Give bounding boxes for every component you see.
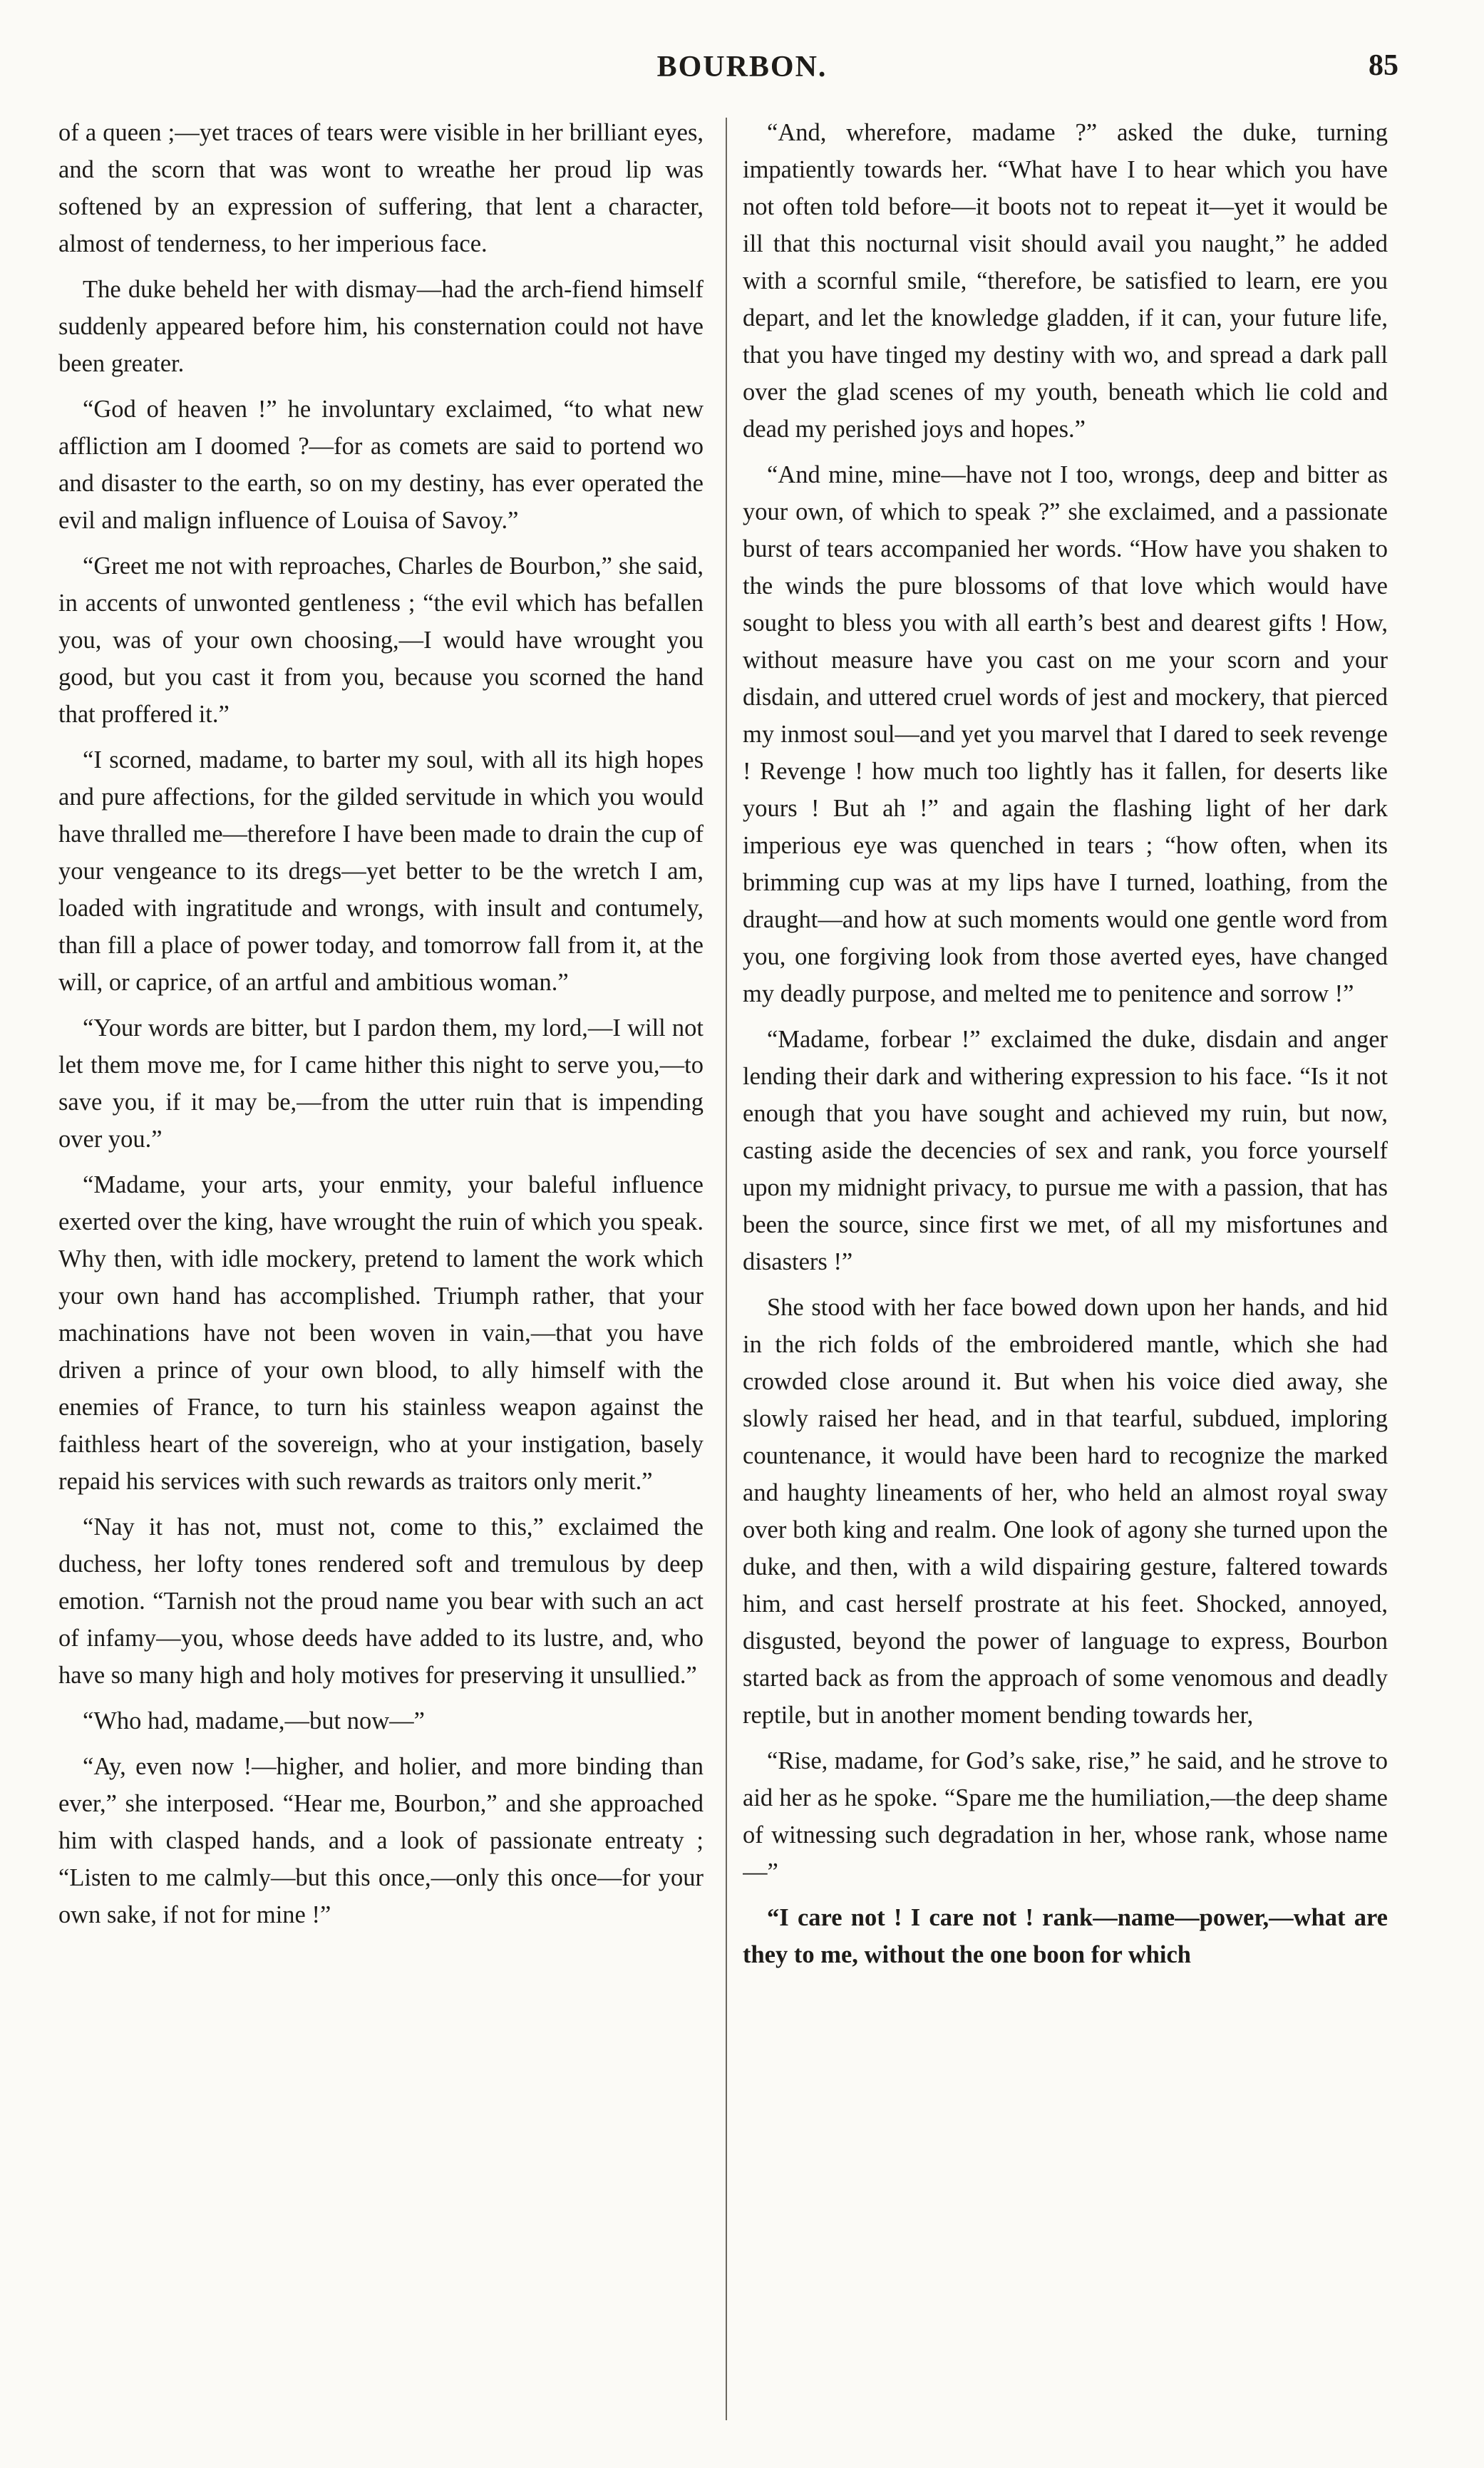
running-title: BOURBON.: [656, 51, 828, 83]
paragraph: “Greet me not with reproaches, Charles de Bourbon,” she said, in accents of unwonted gentleness ; “the evil which has befallen you, was of your own choosing,—I would have wrought you good, but you cast it from you, because you scorned the hand that proffered it.”: [58, 552, 704, 728]
column-divider: [726, 118, 727, 2420]
page-number: 85: [1369, 49, 1398, 82]
paragraph: “I care not ! I care not ! rank—name—power,—what are they to me, without the one boon for which: [743, 1904, 1388, 1968]
paragraph: of a queen ;—yet traces of tears were visible in her brilliant eyes, and the scorn that was wont to wreathe her proud lip was softened by an expression of suffering, that lent a character, almost of tenderness, to her imperious face.: [58, 119, 704, 257]
paragraph: “I scorned, madame, to barter my soul, with all its high hopes and pure affections, for the gilded servitude in which you would have thralled me—therefore I have been made to drain the cup of your vengeance to its dregs—yet better to be the wretch I am, loaded with ingratitude and wrongs, with insult and contumely, than fill a place of power today, and tomorrow fall from it, at the will, or caprice, of an artful and ambitious woman.”: [58, 746, 704, 996]
paragraph: “God of heaven !” he involuntary exclaimed, “to what new affliction am I doomed ?—for as comets are said to portend wo and disaster to the earth, so on my destiny, has ever operated the evil and malign influence of Louisa of Savoy.”: [58, 396, 704, 534]
paragraph: The duke beheld her with dismay—had the arch-fiend himself suddenly appeared before him, his consternation could not have been greater.: [58, 276, 704, 377]
left-column: [58, 114, 704, 2424]
paragraph: She stood with her face bowed down upon her hands, and hid in the rich folds of the embroidered mantle, which she had crowded close around it. But when his voice died away, she slowly raised her head, and in that tearful, subdued, imploring countenance, it would have been hard to recognize the marked and haughty lineaments of her, who held an almost royal sway over both king and realm. One look of agony she turned upon the duke, and then, with a wild dispairing gesture, faltered towards him, and cast herself prostrate at his feet. Shocked, annoyed, disgusted, beyond the power of language to express, Bourbon started back as from the approach of some venomous and deadly reptile, but in another moment bending towards her,: [743, 1294, 1388, 1729]
paragraph: “And mine, mine—have not I too, wrongs, deep and bitter as your own, of which to speak ?” she exclaimed, and a passionate burst of tears accompanied her words. “How have you shaken to the winds the pure blossoms of that love which would have sought to bless you with all earth’s best and dearest gifts ! How, without measure have you cast on me your scorn and your disdain, and uttered cruel words of jest and mockery, that pierced my inmost soul—and yet you marvel that I dared to seek revenge ! Revenge ! how much too lightly has it fallen, for deserts like yours ! But ah !” and again the flashing light of her dark imperious eye was quenched in tears ; “how often, when its brimming cup was at my lips have I turned, loathing, from the draught—and how at such moments would one gentle word from you, one forgiving look from those averted eyes, have changed my deadly purpose, and melted me to penitence and sorrow !”: [743, 461, 1388, 1007]
paragraph: “Nay it has not, must not, come to this,” exclaimed the duchess, her lofty tones rendered soft and tremulous by deep emotion. “Tarnish not the proud name you bear with such an act of infamy—you, whose deeds have added to its lustre, and, who have so many high and holy motives for preserving it unsullied.”: [58, 1513, 704, 1689]
right-column: [743, 114, 1388, 2424]
paragraph: “Rise, madame, for God’s sake, rise,” he said, and he strove to aid her as he spoke. “Spare me the humiliation,—the deep shame of witnessing such degradation in her, whose rank, whose name—”: [743, 1747, 1388, 1886]
paragraph: “Your words are bitter, but I pardon them, my lord,—I will not let them move me, for I came hither this night to serve you,—to save you, if it may be,—from the utter ruin that is impending over you.”: [58, 1014, 704, 1153]
paragraph: “Madame, your arts, your enmity, your baleful influence exerted over the king, have wrought the ruin of which you speak. Why then, with idle mockery, pretend to lament the work which your own hand has accomplished. Triumph rather, that your machinations have not been woven in vain,—that you have driven a prince of your own blood, to ally himself with the enemies of France, to turn his stainless weapon against the faithless heart of the sovereign, who at your instigation, basely repaid his services with such rewards as traitors only merit.”: [58, 1171, 704, 1495]
paragraph: “Ay, even now !—higher, and holier, and more binding than ever,” she interposed. “Hear me, Bourbon,” and she approached him with clasped hands, and a look of passionate entreaty ; “Listen to me calmly—but this once,—only this once—for your own sake, if not for mine !”: [58, 1753, 704, 1928]
paragraph: “Who had, madame,—but now—”: [83, 1707, 425, 1734]
paragraph: “Madame, forbear !” exclaimed the duke, disdain and anger lending their dark and withering expression to his face. “Is it not enough that you have sought and achieved my ruin, but now, casting aside the decencies of sex and rank, you force yourself upon my midnight privacy, to pursue me with a passion, that has been the source, since first we met, of all my misfortunes and disasters !”: [743, 1026, 1388, 1275]
paragraph: “And, wherefore, madame ?” asked the duke, turning impatiently towards her. “What have I to hear which you have not often told before—it boots not to repeat it—yet it would be ill that this nocturnal visit should avail you naught,” he added with a scornful smile, “therefore, be satisfied to learn, ere you depart, and let the knowledge gladden, if it can, your future life, that you have tinged my destiny with wo, and spread a dark pall over the glad scenes of my youth, beneath which lie cold and dead my perished joys and hopes.”: [743, 119, 1388, 443]
